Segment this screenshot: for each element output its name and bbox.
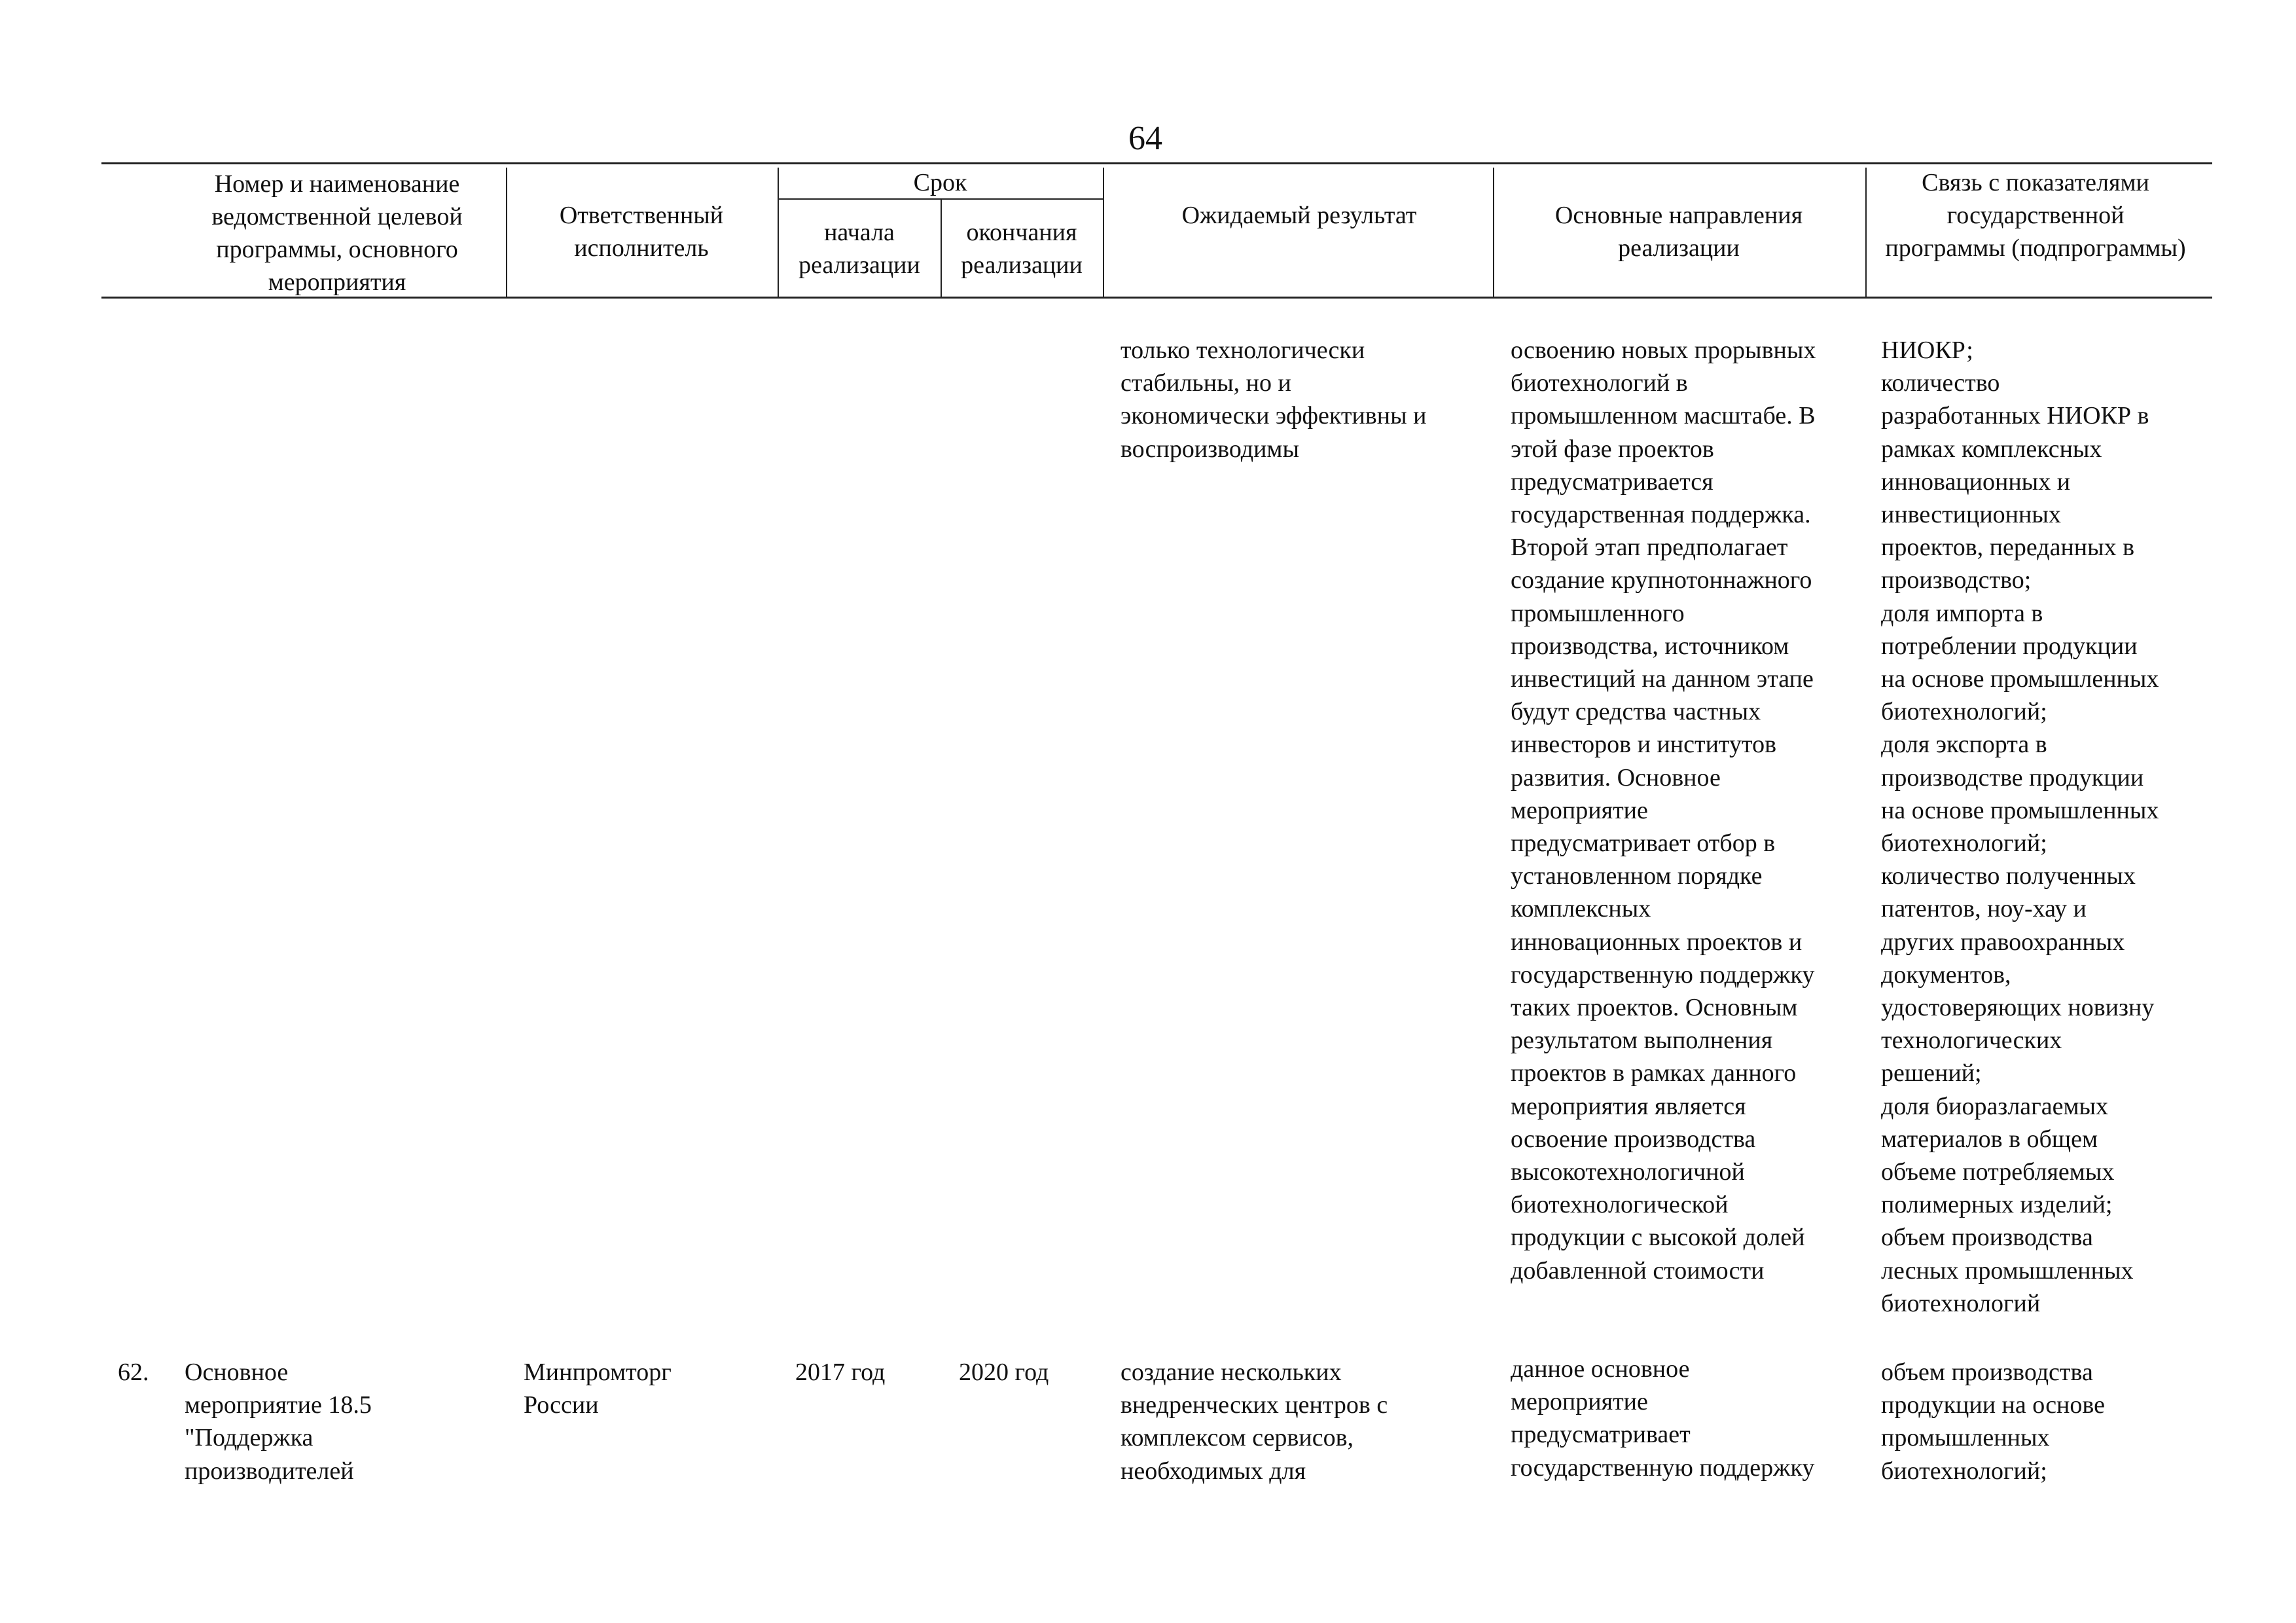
row-end-date: 2020 год [959, 1359, 1049, 1386]
header-indicators-link: Связь с показателями государственной программы (подпрограммы) [1885, 169, 2186, 262]
header-expected-result: Ожидаемый результат [1181, 202, 1417, 229]
header-end: окончания реализации [961, 219, 1083, 279]
row-responsible-executor: Минпромторг России [524, 1359, 672, 1419]
header-term: Срок [913, 169, 967, 196]
continuation-expected-result: только технологически стабильны, но и экономически эффективны и воспроизводимы [1121, 337, 1427, 463]
header-top-rule [101, 162, 2212, 164]
header-divider-6 [1865, 168, 1867, 297]
header-divider-4 [1103, 168, 1104, 297]
continuation-main-directions: освоению новых прорывных биотехнологий в промышленном масштабе. В этой фазе проектов предусматривается государственная поддержка. Второй этап предполагает создание крупнотоннажного промышленного производства, источником инвестиций на данном этапе будут средства частных инвесторов и институтов развития. Основное мероприятие предусматривает отбор в установленном порядке комплексных инновационных проектов и государственную поддержку таких проектов. Основным результатом выполнения проектов в рамках данного мероприятия является освоение производства высокотехнологичной биотехнологической продукции с высокой долей добавленной стоимости [1511, 337, 1816, 1285]
row-start-date: 2017 год [795, 1359, 886, 1386]
row-number: 62. [118, 1359, 149, 1386]
header-divider-1 [506, 168, 507, 297]
header-responsible-executor: Ответственный исполнитель [559, 202, 724, 262]
header-program-name: Номер и наименование ведомственной целевой программы, основного мероприятия [211, 170, 463, 296]
continuation-indicators: НИОКР; количество разработанных НИОКР в рамках комплексных инновационных и инвестиционных проектов, переданных в производство; доля импорта в потреблении продукции на основе промышленных биотехнологий; доля экспорта в производстве продукции на основе промышленных биотехнологий; количество полученных патентов, ноу-хау и других правоохранных документов, удостоверяющих новизну технологических решений; доля биоразлагаемых материалов в общем объеме потребляемых полимерных изделий; объем производства лесных промышленных биотехнологий [1881, 337, 2159, 1317]
row-program-name: Основное мероприятие 18.5 "Поддержка производителей [185, 1359, 372, 1485]
header-divider-5 [1493, 168, 1494, 297]
row-indicators: объем производства продукции на основе промышленных биотехнологий; [1881, 1359, 2105, 1485]
header-divider-3 [941, 199, 942, 297]
header-start: начала реализации [798, 219, 920, 279]
row-expected-result: создание нескольких внедренческих центров с комплексом сервисов, необходимых для [1121, 1359, 1388, 1485]
row-main-directions: данное основное мероприятие предусматривает государственную поддержку [1511, 1355, 1815, 1482]
page-number: 64 [1128, 120, 1162, 157]
header-main-directions: Основные направления реализации [1554, 202, 1803, 262]
